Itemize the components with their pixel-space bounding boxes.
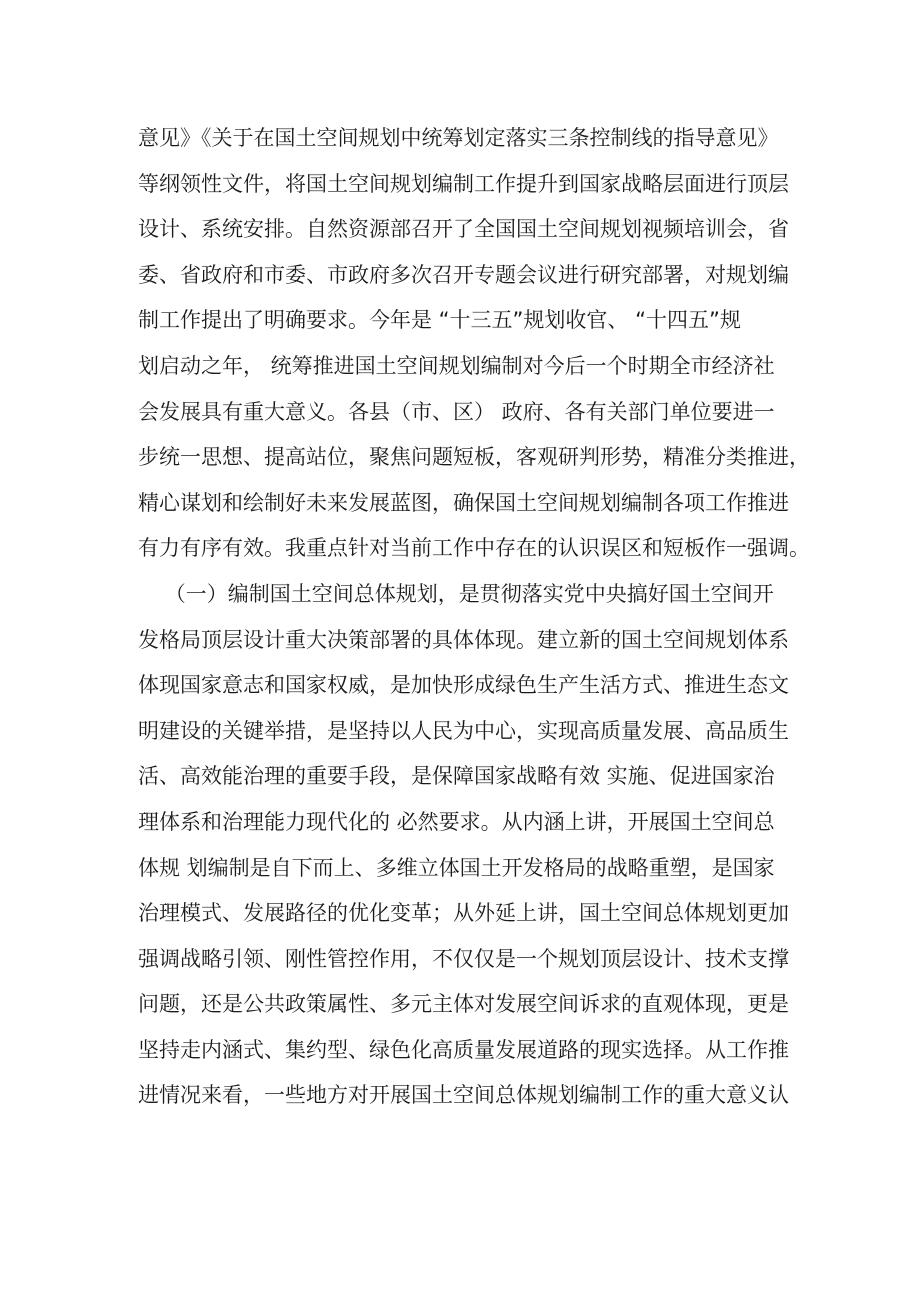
- text-line: 制工作提出了明确要求。今年是 “十三五”规划收官、 “十四五”规: [138, 308, 741, 333]
- text-line: 设计、系统安排。自然资源部召开了全国国土空间规划视频培训会，省: [138, 217, 789, 242]
- text-line: 等纲领性文件，将国土空间规划编制工作提升到国家战略层面进行顶层: [138, 171, 789, 196]
- text-line: 委、省政府和市委、市政府多次召开专题会议进行研究部署，对规划编: [138, 262, 789, 287]
- text-line: 步统一思想、提高站位，聚焦问题短板，客观研判形势，精准分类推进，: [138, 445, 810, 470]
- text-line: 有力有序有效。我重点针对当前工作中存在的认识误区和短板作一强调。: [138, 536, 810, 561]
- document-body: [138, 116, 810, 1119]
- text-line: 意见》《关于在国土空间规划中统筹划定落实三条控制线的指导意见》: [138, 126, 779, 150]
- text-line: 强调战略引领、刚性管控作用，不仅仅是一个规划顶层设计、技术支撑: [138, 946, 789, 971]
- text-line: 问题，还是公共政策属性、多元主体对发展空间诉求的直观体现，更是: [138, 992, 789, 1017]
- text-line: 发格局顶层设计重大决策部署的具体体现。建立新的国土空间规划体系: [138, 627, 789, 652]
- text-line: 坚持走内涵式、集约型、绿色化高质量发展道路的现实选择。从工作推: [138, 1037, 789, 1062]
- text-line: 会发展具有重大意义。各县（市、区） 政府、各有关部门单位要进一: [138, 399, 775, 424]
- paragraph-start-line: （一）编制国土空间总体规划，是贯彻落实党中央搞好国土空间开: [138, 581, 774, 606]
- text-line: 理体系和治理能力现代化的 必然要求。从内涵上讲，开展国土空间总: [138, 809, 775, 834]
- text-line: 精心谋划和绘制好未来发展蓝图，确保国土空间规划编制各项工作推进: [138, 490, 789, 515]
- text-line: 明建设的关键举措，是坚持以人民为中心，实现高质量发展、高品质生: [138, 718, 789, 743]
- text-line: 划启动之年， 统筹推进国土空间规划编制对今后一个时期全市经济社: [138, 353, 775, 378]
- text-line: 进情况来看，一些地方对开展国土空间总体规划编制工作的重大意义认: [138, 1083, 789, 1108]
- text-line: 体现国家意志和国家权威，是加快形成绿色生产生活方式、推进生态文: [138, 673, 789, 698]
- text-line: 治理模式、发展路径的优化变革；从外延上讲，国土空间总体规划更加: [138, 901, 789, 926]
- text-line: 活、高效能治理的重要手段，是保障国家战略有效 实施、促进国家治: [138, 764, 775, 789]
- text-line: 体规 划编制是自下而上、多维立体国土开发格局的战略重塑，是国家: [138, 855, 775, 880]
